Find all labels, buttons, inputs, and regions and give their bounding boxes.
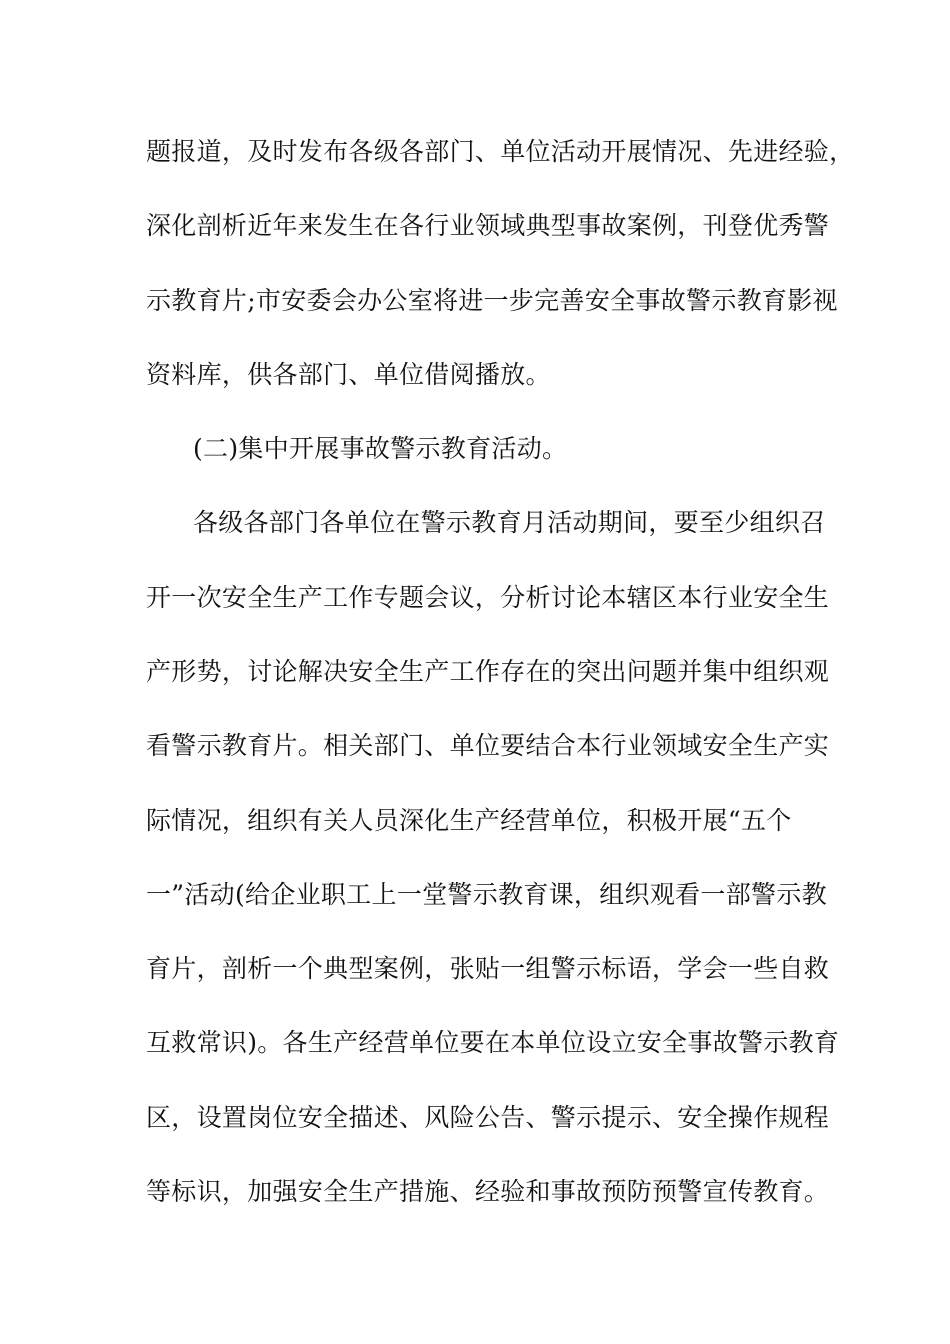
paragraph-line: 产形势，讨论解决安全生产工作存在的突出问题并集中组织观 — [146, 657, 830, 686]
paragraph-line: 育片，剖析一个典型案例，张贴一组警示标语，学会一些自救 — [146, 954, 830, 983]
paragraph-line: 资料库，供各部门、单位借阅播放。 — [146, 360, 551, 389]
paragraph-line: 一”活动(给企业职工上一堂警示教育课，组织观看一部警示教 — [146, 880, 827, 909]
paragraph-line: 题报道，及时发布各级各部门、单位活动开展情况、先进经验， — [146, 137, 855, 166]
paragraph-line: 深化剖析近年来发生在各行业领域典型事故案例，刊登优秀警 — [146, 211, 830, 240]
paragraph-line: 看警示教育片。相关部门、单位要结合本行业领域安全生产实 — [146, 731, 830, 760]
paragraph-line: 区，设置岗位安全描述、风险公告、警示提示、安全操作规程 — [146, 1103, 830, 1132]
paragraph-line: 开一次安全生产工作专题会议，分析讨论本辖区本行业安全生 — [146, 583, 830, 612]
paragraph-line: 互救常识)。各生产经营单位要在本单位设立安全事故警示教育 — [146, 1028, 840, 1057]
paragraph-line: 示教育片;市安委会办公室将进一步完善安全事故警示教育影视 — [146, 286, 838, 315]
paragraph-line: 际情况，组织有关人员深化生产经营单位，积极开展“五个 — [146, 806, 792, 835]
section-heading: (二)集中开展事故警示教育活动。 — [193, 434, 568, 463]
paragraph-line: 各级各部门各单位在警示教育月活动期间，要至少组织召 — [193, 508, 826, 537]
paragraph-line: 等标识，加强安全生产措施、经验和事故预防预警宣传教育。 — [146, 1177, 830, 1206]
